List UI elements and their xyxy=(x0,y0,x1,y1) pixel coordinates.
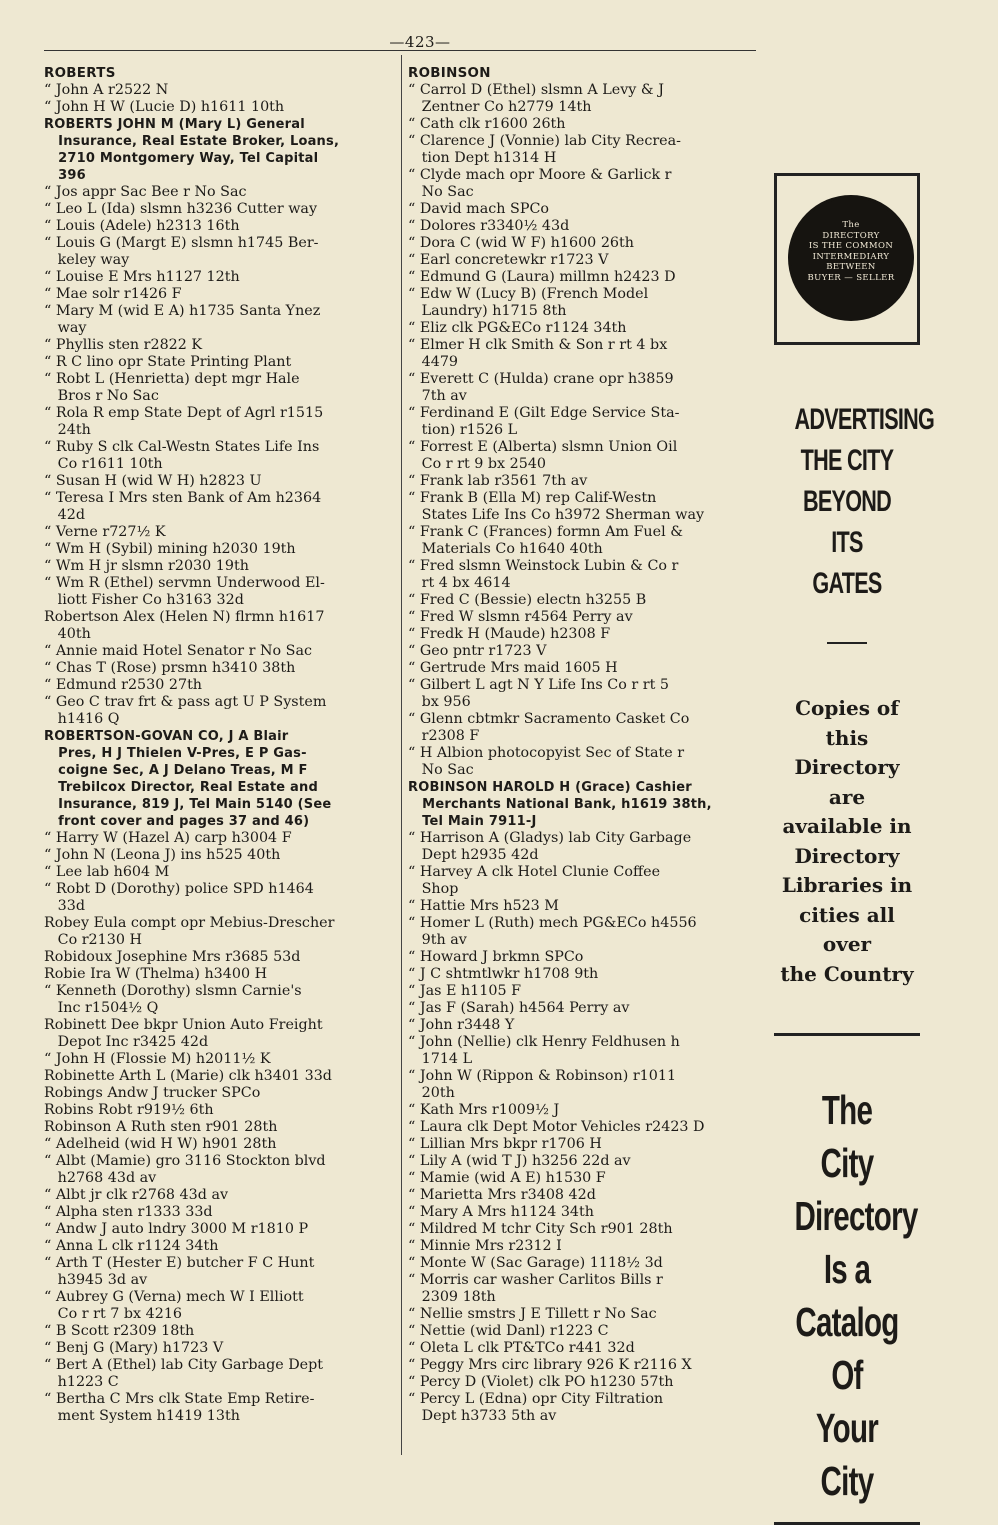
directory-entry-line: Dept h2935 42d xyxy=(408,847,539,863)
directory-entry-line: “ Harry W (Hazel A) carp h3004 F xyxy=(44,830,292,846)
directory-entry-line: “ J C shtmtlwkr h1708 9th xyxy=(408,966,599,982)
directory-entry-line: Co r rt 9 bx 2540 xyxy=(408,456,547,472)
directory-entry-line: “ Homer L (Ruth) mech PG&ECo h4556 xyxy=(408,915,697,931)
directory-entry-line: “ Rola R emp State Dept of Agrl r1515 xyxy=(44,405,324,421)
directory-entry-line: Co r rt 7 bx 4216 xyxy=(44,1306,183,1322)
directory-entry-line: “ Lily A (wid T J) h3256 22d av xyxy=(408,1153,631,1169)
directory-entry-line: Zentner Co h2779 14th xyxy=(408,99,592,115)
directory-entry-line: “ Mamie (wid A E) h1530 F xyxy=(408,1170,606,1186)
directory-entry-line: “ Adelheid (wid H W) h901 28th xyxy=(44,1136,277,1152)
copies-line: Directory are xyxy=(794,755,900,809)
directory-entry-line: “ Frank B (Ella M) rep Calif-Westn xyxy=(408,490,657,506)
directory-entry-line: “ Morris car washer Carlitos Bills r xyxy=(408,1272,663,1288)
directory-entry-line: “ Phyllis sten r2822 K xyxy=(44,337,203,353)
directory-entry-line: Robinson A Ruth sten r901 28th xyxy=(44,1119,278,1135)
directory-entry-line: “ Percy L (Edna) opr City Filtration xyxy=(408,1391,664,1407)
directory-entry-line: r2308 F xyxy=(408,728,480,744)
left-column xyxy=(44,65,396,1425)
directory-entry-line: “ Harrison A (Gladys) lab City Garbage xyxy=(408,830,692,846)
directory-entry-line: Depot Inc r3425 42d xyxy=(44,1034,209,1050)
directory-entry-line: “ B Scott r2309 18th xyxy=(44,1323,195,1339)
directory-entry-line: ment System h1419 13th xyxy=(44,1408,240,1424)
directory-entry-line: “ Bertha C Mrs clk State Emp Retire- xyxy=(44,1391,315,1407)
directory-entry-line: “ Gertrude Mrs maid 1605 H xyxy=(408,660,618,676)
seal-text-line: BETWEEN xyxy=(826,262,876,272)
directory-entry-line: “ John (Nellie) clk Henry Feldhusen h xyxy=(408,1034,680,1050)
copies-notice xyxy=(774,694,920,989)
directory-entry-line: “ Marietta Mrs r3408 42d xyxy=(408,1187,596,1203)
seal-text-line: IS THE COMMON xyxy=(808,241,894,251)
directory-entry-line: Robertson Alex (Helen N) flrmn h1617 xyxy=(44,609,325,625)
catalog-line: Catalog Of xyxy=(795,1299,899,1398)
directory-entry-line: “ Jos appr Sac Bee r No Sac xyxy=(44,184,247,200)
directory-entry-line: “ John A r2522 N xyxy=(44,82,169,98)
directory-entry-line: “ Wm H jr slsmn r2030 19th xyxy=(44,558,249,574)
directory-entry-line: ROBINSON HAROLD H (Grace) Cashier xyxy=(408,780,692,795)
directory-entry-line: “ Minnie Mrs r2312 I xyxy=(408,1238,562,1254)
directory-entry-line: 40th xyxy=(44,626,91,642)
directory-entry-line: “ Louise E Mrs h1127 12th xyxy=(44,269,240,285)
directory-entry-line: Materials Co h1640 40th xyxy=(408,541,603,557)
directory-entry-line: ROBERTS JOHN M (Mary L) General xyxy=(44,117,305,132)
directory-entry-line: “ Earl concretewkr r1723 V xyxy=(408,252,609,268)
directory-entry-line: tion Dept h1314 H xyxy=(408,150,557,166)
directory-entry-line: h1416 Q xyxy=(44,711,120,727)
directory-entry-line: “ Howard J brkmn SPCo xyxy=(408,949,584,965)
directory-entry-line: Robey Eula compt opr Mebius-Drescher xyxy=(44,915,335,931)
advertising-line: ITS GATES xyxy=(812,526,882,600)
directory-entry-line: “ David mach SPCo xyxy=(408,201,549,217)
directory-entry-line: “ Oleta L clk PT&TCo r441 32d xyxy=(408,1340,635,1356)
advertising-line: THE CITY xyxy=(800,444,894,477)
directory-entry-line: No Sac xyxy=(408,184,474,200)
directory-entry-line: “ Louis G (Margt E) slsmn h1745 Ber- xyxy=(44,235,319,251)
directory-entry-line: “ Lillian Mrs bkpr r1706 H xyxy=(408,1136,602,1152)
middle-column xyxy=(408,65,760,1425)
directory-entry-line: “ Gilbert L agt N Y Life Ins Co r rt 5 xyxy=(408,677,669,693)
directory-entry-line: “ Kenneth (Dorothy) slsmn Carnie's xyxy=(44,983,302,999)
directory-entry-line: “ Hattie Mrs h523 M xyxy=(408,898,559,914)
directory-entry-line: 7th av xyxy=(408,388,467,404)
directory-entry-line: “ Andw J auto lndry 3000 M r1810 P xyxy=(44,1221,309,1237)
directory-entry-line: coigne Sec, A J Delano Treas, M F xyxy=(44,763,308,778)
directory-entry-line: Inc r1504½ Q xyxy=(44,1000,159,1016)
directory-entry-line: Co r1611 10th xyxy=(44,456,163,472)
directory-entry-line: 20th xyxy=(408,1085,455,1101)
directory-entry-line: “ Ruby S clk Cal-Westn States Life Ins xyxy=(44,439,320,455)
directory-entry-line: h3945 3d av xyxy=(44,1272,148,1288)
directory-entry-line: “ Nettie (wid Danl) r1223 C xyxy=(408,1323,609,1339)
copies-line: Directory xyxy=(794,843,900,868)
directory-entry-line: Bros r No Sac xyxy=(44,388,159,404)
advertising-sidebar xyxy=(774,173,935,1525)
directory-entry-line: “ Elmer H clk Smith & Son r rt 4 bx xyxy=(408,337,668,353)
directory-entry-line: No Sac xyxy=(408,762,474,778)
directory-entry-line: “ Clyde mach opr Moore & Garlick r xyxy=(408,167,672,183)
directory-entry-line: Pres, H J Thielen V-Pres, E P Gas- xyxy=(44,746,307,761)
directory-entry-line: “ Wm R (Ethel) servmn Underwood El- xyxy=(44,575,325,591)
directory-entry-line: “ Alpha sten r1333 33d xyxy=(44,1204,213,1220)
directory-entry-line: Robings Andw J trucker SPCo xyxy=(44,1085,261,1101)
directory-entry-line: “ Bert A (Ethel) lab City Garbage Dept xyxy=(44,1357,324,1373)
catalog-line: The City xyxy=(820,1087,874,1186)
directory-entry-line: Shop xyxy=(408,881,459,897)
directory-entry-line: Robidoux Josephine Mrs r3685 53d xyxy=(44,949,301,965)
directory-entry-line: 2309 18th xyxy=(408,1289,496,1305)
seal-text-line: BUYER — SELLER xyxy=(807,272,895,283)
directory-entry-line: Co r2130 H xyxy=(44,932,142,948)
directory-entry-line: “ Forrest E (Alberta) slsmn Union Oil xyxy=(408,439,678,455)
directory-entry-line: “ Cath clk r1600 26th xyxy=(408,116,566,132)
directory-entry-line: States Life Ins Co h3972 Sherman way xyxy=(408,507,705,523)
directory-entry-line: Trebilcox Director, Real Estate and xyxy=(44,780,318,795)
directory-entry-line: Robins Robt r919½ 6th xyxy=(44,1102,214,1118)
directory-entry-line: “ Aubrey G (Verna) mech W I Elliott xyxy=(44,1289,304,1305)
directory-entry-line: 4479 xyxy=(408,354,459,370)
copies-line: over xyxy=(822,932,872,956)
directory-entry-line: Robinette Arth L (Marie) clk h3401 33d xyxy=(44,1068,332,1084)
directory-entry-line: “ Lee lab h604 M xyxy=(44,864,170,880)
directory-entry-line: “ Geo C trav frt & pass agt U P System xyxy=(44,694,327,710)
seal-text-line: DIRECTORY xyxy=(822,230,880,241)
directory-entry-line: “ Harvey A clk Hotel Clunie Coffee xyxy=(408,864,661,880)
directory-entry-line: “ John H W (Lucie D) h1611 10th xyxy=(44,99,285,115)
directory-entry-line: “ Wm H (Sybil) mining h2030 19th xyxy=(44,541,296,557)
directory-entry-line: “ Frank lab r3561 7th av xyxy=(408,473,588,489)
directory-entry-line: 24th xyxy=(44,422,91,438)
advertising-slogan xyxy=(774,399,935,604)
directory-entry-line: “ R C lino opr State Printing Plant xyxy=(44,354,292,370)
directory-entry-line: ROBINSON xyxy=(408,66,491,81)
directory-entry-line: “ Jas E h1105 F xyxy=(408,983,522,999)
directory-entry-line: Robinett Dee bkpr Union Auto Freight xyxy=(44,1017,323,1033)
directory-entry-line: “ Teresa I Mrs sten Bank of Am h2364 xyxy=(44,490,322,506)
seal-text xyxy=(795,220,907,283)
directory-entry-line: “ Nellie smstrs J E Tillett r No Sac xyxy=(408,1306,657,1322)
directory-entry-line: h2768 43d av xyxy=(44,1170,157,1186)
directory-entry-line: “ Monte W (Sac Garage) 1118½ 3d xyxy=(408,1255,663,1271)
directory-entry-line: “ Fred W slsmn r4564 Perry av xyxy=(408,609,633,625)
directory-entry-line: “ Glenn cbtmkr Sacramento Casket Co xyxy=(408,711,690,727)
directory-entry-line: bx 956 xyxy=(408,694,471,710)
directory-entry-line: ROBERTS xyxy=(44,66,116,81)
page-number: —423— xyxy=(389,33,451,51)
directory-entry-line: “ Jas F (Sarah) h4564 Perry av xyxy=(408,1000,630,1016)
directory-entry-line: “ Verne r727½ K xyxy=(44,524,166,540)
directory-entry-line: “ Ferdinand E (Gilt Edge Service Sta- xyxy=(408,405,680,421)
directory-entry-line: Merchants National Bank, h1619 38th, xyxy=(408,797,712,812)
directory-entry-line: “ Louis (Adele) h2313 16th xyxy=(44,218,240,234)
directory-entry-line: “ Chas T (Rose) prsmn h3410 38th xyxy=(44,660,296,676)
directory-entry-line: “ Eliz clk PG&ECo r1124 34th xyxy=(408,320,627,336)
directory-entry-line: way xyxy=(44,320,87,336)
advertising-line: BEYOND xyxy=(802,485,892,518)
directory-entry-line: “ Carrol D (Ethel) slsmn A Levy & J xyxy=(408,82,664,98)
directory-entry-line: Robie Ira W (Thelma) h3400 H xyxy=(44,966,268,982)
directory-entry-line: “ Annie maid Hotel Senator r No Sac xyxy=(44,643,313,659)
directory-entry-line: “ Edw W (Lucy B) (French Model xyxy=(408,286,649,302)
directory-entry-line: “ Edmund G (Laura) millmn h2423 D xyxy=(408,269,676,285)
directory-entry-line: “ Peggy Mrs circ library 926 K r2116 X xyxy=(408,1357,692,1373)
directory-entry-line: 9th av xyxy=(408,932,467,948)
directory-entry-line: 33d xyxy=(44,898,85,914)
directory-entry-line: “ Everett C (Hulda) crane opr h3859 xyxy=(408,371,674,387)
directory-entry-line: “ John W (Rippon & Robinson) r1011 xyxy=(408,1068,677,1084)
directory-entry-line: “ Arth T (Hester E) butcher F C Hunt xyxy=(44,1255,315,1271)
directory-entry-line: “ Edmund r2530 27th xyxy=(44,677,203,693)
catalog-slogan xyxy=(774,1084,920,1508)
directory-entry-line: “ Frank C (Frances) formn Am Fuel & xyxy=(408,524,683,540)
directory-entry-line: liott Fisher Co h3163 32d xyxy=(44,592,244,608)
directory-entry-line: rt 4 bx 4614 xyxy=(408,575,511,591)
directory-entry-line: “ Fred C (Bessie) electn h3255 B xyxy=(408,592,647,608)
directory-entry-line: “ Albt (Mamie) gro 3116 Stockton blvd xyxy=(44,1153,326,1169)
directory-entry-line: “ Benj G (Mary) h1723 V xyxy=(44,1340,224,1356)
directory-entry-line: “ Robt L (Henrietta) dept mgr Hale xyxy=(44,371,300,387)
directory-entry-line: “ Mary M (wid E A) h1735 Santa Ynez xyxy=(44,303,321,319)
directory-entry-line: tion) r1526 L xyxy=(408,422,518,438)
directory-entry-line: “ Leo L (Ida) slsmn h3236 Cutter way xyxy=(44,201,318,217)
directory-entry-line: “ Geo pntr r1723 V xyxy=(408,643,547,659)
directory-entry-line: Insurance, Real Estate Broker, Loans, xyxy=(44,134,340,149)
copies-line: Libraries in xyxy=(781,873,913,897)
directory-entry-line: “ John H (Flossie M) h2011½ K xyxy=(44,1051,271,1067)
seal-text-line: INTERMEDIARY xyxy=(812,251,890,262)
directory-entry-line: “ Kath Mrs r1009½ J xyxy=(408,1102,560,1118)
directory-entry-line: keley way xyxy=(44,252,130,268)
directory-entry-line: “ Fredk H (Maude) h2308 F xyxy=(408,626,611,642)
directory-entry-line: “ Mae solr r1426 F xyxy=(44,286,182,302)
directory-entry-line: 2710 Montgomery Way, Tel Capital xyxy=(44,151,319,166)
directory-entry-line: 396 xyxy=(44,168,86,183)
copies-line: available in xyxy=(782,814,912,838)
directory-entry-line: “ Mildred M tchr City Sch r901 28th xyxy=(408,1221,673,1237)
catalog-line: Directory xyxy=(794,1193,918,1239)
column-divider xyxy=(401,55,402,1455)
directory-entry-line: “ Albt jr clk r2768 43d av xyxy=(44,1187,229,1203)
directory-entry-line: “ Mary A Mrs h1124 34th xyxy=(408,1204,594,1220)
copies-line: Copies of xyxy=(795,696,899,720)
copies-line: the Country xyxy=(780,961,914,986)
catalog-line: Is a xyxy=(823,1246,871,1292)
copies-line: cities all xyxy=(799,902,895,927)
directory-entry-line: 1714 L xyxy=(408,1051,473,1067)
directory-entry-line: “ John r3448 Y xyxy=(408,1017,515,1033)
catalog-line: Your City xyxy=(815,1405,879,1504)
directory-entry-line: “ H Albion photocopyist Sec of State r xyxy=(408,745,685,761)
directory-entry-line: Dept h3733 5th av xyxy=(408,1408,557,1424)
header-rule xyxy=(44,50,756,51)
directory-entry-line: Tel Main 7911-J xyxy=(408,814,537,829)
directory-entry-line: h1223 C xyxy=(44,1374,119,1390)
directory-entry-line: “ Dolores r3340½ 43d xyxy=(408,218,570,234)
directory-entry-line: “ Anna L clk r1124 34th xyxy=(44,1238,219,1254)
directory-entry-line: “ Robt D (Dorothy) police SPD h1464 xyxy=(44,881,314,897)
directory-entry-line: “ John N (Leona J) ins h525 40th xyxy=(44,847,281,863)
advertising-line: ADVERTISING xyxy=(794,403,935,436)
directory-entry-line: ROBERTSON-GOVAN CO, J A Blair xyxy=(44,729,289,744)
directory-entry-line: “ Clarence J (Vonnie) lab City Recrea- xyxy=(408,133,682,149)
directory-entry-line: “ Laura clk Dept Motor Vehicles r2423 D xyxy=(408,1119,705,1135)
directory-entry-line: Insurance, 819 J, Tel Main 5140 (See xyxy=(44,797,332,812)
directory-entry-line: Laundry) h1715 8th xyxy=(408,303,567,319)
directory-entry-line: front cover and pages 37 and 46) xyxy=(44,814,310,829)
directory-entry-line: “ Dora C (wid W F) h1600 26th xyxy=(408,235,634,251)
directory-entry-line: 42d xyxy=(44,507,85,523)
directory-entry-line: “ Percy D (Violet) clk PO h1230 57th xyxy=(408,1374,674,1390)
seal-text-line: The xyxy=(842,220,860,230)
seal-box xyxy=(774,173,920,342)
directory-entry-line: “ Susan H (wid W H) h2823 U xyxy=(44,473,262,489)
copies-line: this xyxy=(825,725,869,750)
directory-entry-line: “ Fred slsmn Weinstock Lubin & Co r xyxy=(408,558,679,574)
